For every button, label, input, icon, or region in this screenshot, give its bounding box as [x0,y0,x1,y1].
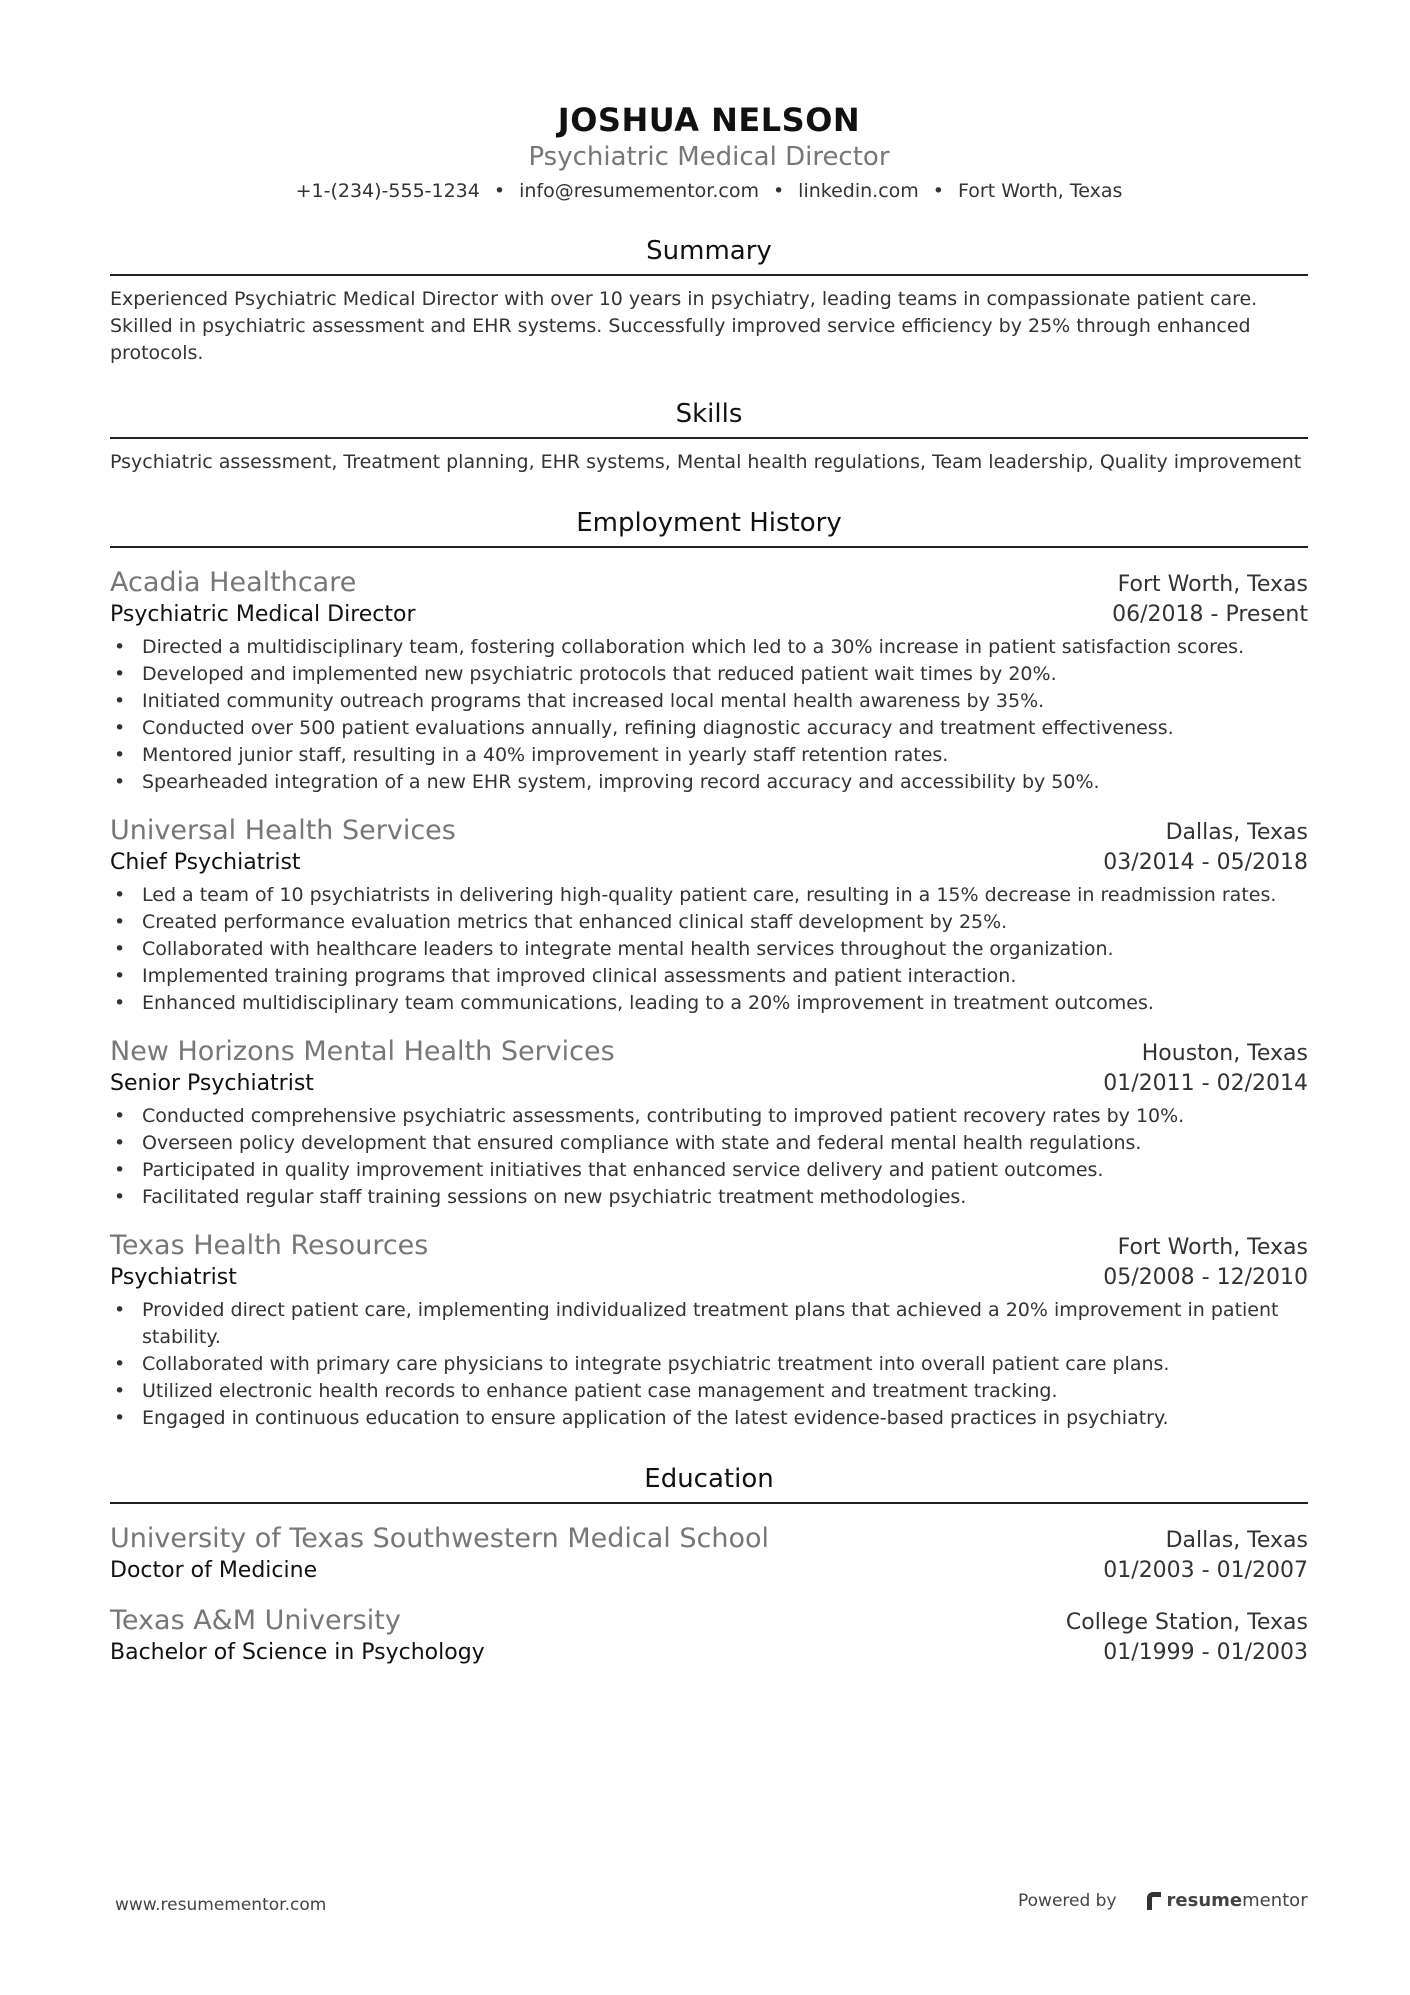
bullet-icon: • [114,965,126,987]
job-location: Houston, Texas [1141,1041,1308,1066]
bullet-icon: • [114,690,126,712]
bullet-icon: • [114,1186,126,1208]
bullet-icon: • [114,1407,126,1429]
employer-name: Texas Health Resources [110,1230,429,1261]
job-header-row [110,814,1308,848]
contact-location: Fort Worth, Texas [958,180,1123,202]
bullet-text: Mentored junior staff, resulting in a 40% improvement in yearly staff retention rates. [142,744,949,766]
list-item [110,1184,1308,1211]
bullet-text: Participated in quality improvement initiatives that enhanced service delivery and patient outcomes. [142,1159,1104,1181]
job-role-row [110,600,1308,630]
list-item [110,936,1308,963]
list-item [110,990,1308,1017]
list-item [110,1103,1308,1130]
job-role-row [110,848,1308,878]
contact-phone: +1-(234)-555-1234 [295,180,480,202]
job-header-row [110,566,1308,600]
list-item [110,661,1308,688]
bullet-text: Engaged in continuous education to ensure application of the latest evidence-based practices in psychiatry. [142,1407,1169,1429]
school-name: University of Texas Southwestern Medical School [110,1523,770,1554]
school-header-row [110,1604,1308,1638]
degree-name: Doctor of Medicine [110,1558,318,1583]
list-item [110,769,1308,796]
bullet-icon: • [114,1132,126,1154]
list-item [110,742,1308,769]
job-title: Chief Psychiatrist [110,850,301,875]
footer-website[interactable]: www.resumementor.com [115,1895,327,1915]
school-header-row [110,1522,1308,1556]
list-item [110,1130,1308,1157]
contact-linkedin[interactable]: linkedin.com [798,180,919,202]
bullet-text: Led a team of 10 psychiatrists in delivering high-quality patient care, resulting in a 15% decrease in readmission rates. [142,884,1277,906]
job-dates: 05/2008 - 12/2010 [1103,1265,1308,1290]
list-item [110,1405,1308,1432]
bullet-text: Collaborated with primary care physicians to integrate psychiatric treatment into overall patient care plans. [142,1353,1170,1375]
job-title: Psychiatrist [110,1265,237,1290]
contact-separator: • [772,180,785,202]
contact-email[interactable]: info@resumementor.com [519,180,759,202]
list-item [110,1297,1308,1351]
degree-name: Bachelor of Science in Psychology [110,1640,485,1665]
list-item [110,1378,1308,1405]
bullet-icon: • [114,1353,126,1375]
degree-dates: 01/2003 - 01/2007 [1103,1558,1308,1583]
school-location: College Station, Texas [1065,1610,1308,1635]
degree-row [110,1556,1308,1586]
contact-separator: • [493,180,506,202]
bullet-text: Spearheaded integration of a new EHR system, improving record accuracy and accessibility by 50%. [142,771,1100,793]
bullet-icon: • [114,717,126,739]
employment-section [110,506,1308,1432]
school-list [110,1522,1308,1668]
contact-separator: • [932,180,945,202]
bullet-text: Collaborated with healthcare leaders to integrate mental health services throughout the organization. [142,938,1114,960]
job-title: Psychiatric Medical Director [110,602,416,627]
brand-name-thin: mentor [1242,1890,1308,1911]
candidate-name: JOSHUA NELSON [557,101,861,139]
job-dates: 03/2014 - 05/2018 [1103,850,1308,875]
bullet-icon: • [114,938,126,960]
job-role-row [110,1069,1308,1099]
list-item [110,882,1308,909]
powered-by-label: Powered by [1018,1890,1117,1911]
job-location: Fort Worth, Texas [1117,1235,1308,1260]
bullet-icon: • [114,1105,126,1127]
footer-powered-by [1018,1890,1308,1911]
employer-name: Acadia Healthcare [110,567,357,598]
bullet-text: Directed a multidisciplinary team, fostering collaboration which led to a 30% increase in patient satisfaction scores. [142,636,1245,658]
section-title: Employment History [110,506,1308,548]
job-dates: 06/2018 - Present [1112,602,1308,627]
job-title: Senior Psychiatrist [110,1071,314,1096]
job-bullets [110,882,1308,1017]
job-bullets [110,634,1308,796]
education-entry [110,1522,1308,1586]
list-item [110,909,1308,936]
section-title: Education [110,1462,1308,1504]
bullet-text: Enhanced multidisciplinary team communications, leading to a 20% improvement in treatment outcomes. [142,992,1154,1014]
bullet-text: Provided direct patient care, implementing individualized treatment plans that achieved a 20% improvement in patient stability. [142,1299,1279,1348]
job-entry [110,814,1308,1017]
bullet-text: Developed and implemented new psychiatric protocols that reduced patient wait times by 20%. [142,663,1057,685]
bullet-text: Conducted comprehensive psychiatric assessments, contributing to improved patient recovery rates by 10%. [142,1105,1185,1127]
job-header-row [110,1229,1308,1263]
bullet-icon: • [114,771,126,793]
bullet-icon: • [114,911,126,933]
brand-mark-icon [1147,1892,1161,1910]
job-dates: 01/2011 - 02/2014 [1103,1071,1308,1096]
job-bullets [110,1297,1308,1432]
bullet-icon: • [114,636,126,658]
contact-line [110,178,1308,204]
job-entry [110,1035,1308,1211]
education-section [110,1462,1308,1668]
employer-name: New Horizons Mental Health Services [110,1036,615,1067]
bullet-icon: • [114,1299,126,1321]
education-entry [110,1604,1308,1668]
list-item [110,634,1308,661]
list-item [110,1157,1308,1184]
job-location: Fort Worth, Texas [1117,572,1308,597]
skills-text: Psychiatric assessment, Treatment planning, EHR systems, Mental health regulations, Team leadership, Quality improvement [110,451,1302,473]
bullet-text: Facilitated regular staff training sessions on new psychiatric treatment methodologies. [142,1186,967,1208]
list-item [110,963,1308,990]
bullet-text: Conducted over 500 patient evaluations annually, refining diagnostic accuracy and treatment effectiveness. [142,717,1174,739]
bullet-text: Created performance evaluation metrics that enhanced clinical staff development by 25%. [142,911,1008,933]
job-entry [110,1229,1308,1432]
school-name: Texas A&M University [110,1605,401,1636]
school-location: Dallas, Texas [1165,1528,1308,1553]
bullet-text: Implemented training programs that improved clinical assessments and patient interaction. [142,965,1017,987]
degree-dates: 01/1999 - 01/2003 [1103,1640,1308,1665]
degree-row [110,1638,1308,1668]
resume-page [110,100,1308,1668]
bullet-icon: • [114,744,126,766]
bullet-text: Overseen policy development that ensured compliance with state and federal mental health regulations. [142,1132,1142,1154]
job-role-row [110,1263,1308,1293]
bullet-icon: • [114,992,126,1014]
job-entry [110,566,1308,796]
bullet-text: Utilized electronic health records to enhance patient case management and treatment tracking. [142,1380,1058,1402]
job-bullets [110,1103,1308,1211]
job-location: Dallas, Texas [1165,820,1308,845]
brand-logo[interactable] [1147,1890,1308,1911]
bullet-icon: • [114,663,126,685]
employer-name: Universal Health Services [110,815,456,846]
brand-name-bold: resume [1166,1890,1243,1911]
section-title: Skills [110,397,1308,439]
section-title: Summary [110,234,1308,276]
job-header-row [110,1035,1308,1069]
summary-section [110,234,1308,367]
job-list [110,566,1308,1432]
summary-text: Experienced Psychiatric Medical Director with over 10 years in psychiatry, leading teams in compassionate patient care. Skilled in psychiatric assessment and EHR systems. Successfully improved service efficiency by 25% through enhanced protocols. [110,288,1258,364]
list-item [110,715,1308,742]
list-item [110,688,1308,715]
bullet-icon: • [114,1380,126,1402]
bullet-icon: • [114,884,126,906]
candidate-headline: Psychiatric Medical Director [528,142,890,172]
list-item [110,1351,1308,1378]
skills-section [110,397,1308,476]
bullet-text: Initiated community outreach programs that increased local mental health awareness by 35%. [142,690,1045,712]
bullet-icon: • [114,1159,126,1181]
